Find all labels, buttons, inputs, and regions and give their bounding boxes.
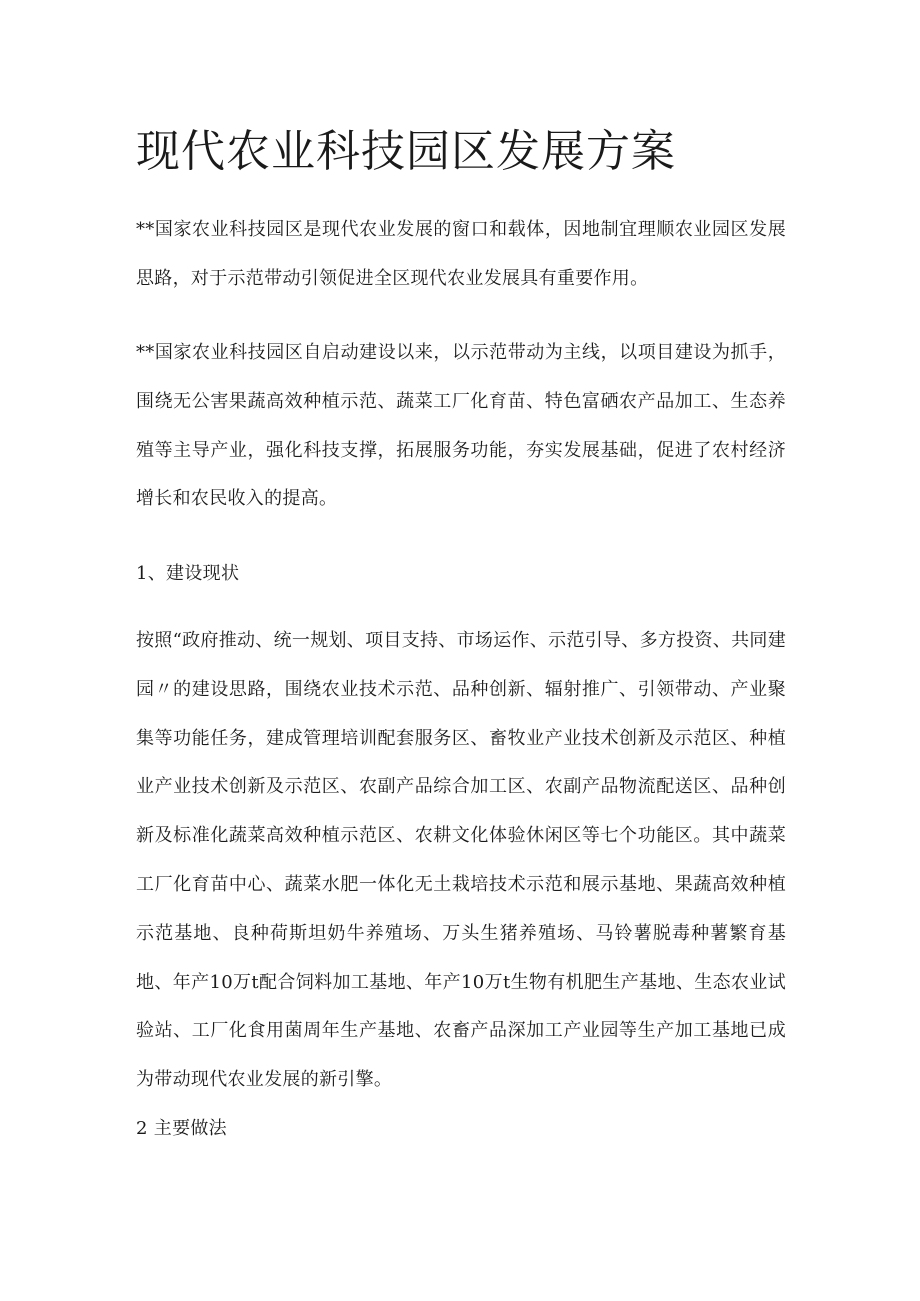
section-heading-construction-status: 1、建设现状 [136,563,240,584]
document-title: 现代农业科技园区发展方案 [136,126,676,177]
overview-paragraph: **国家农业科技园区自启动建设以来，以示范带动为主线，以项目建设为抓手，围绕无公害果蔬高效种植示范、蔬菜工厂化育苗、特色富硒农产品加工、生态养殖等主导产业，强化科技支撑，拓展服务功能，夯实发展基础，促进了农村经济增长和农民收入的提高。 [136,342,786,510]
construction-status-paragraph: 按照“政府推动、统一规划、项目支持、市场运作、示范引导、多方投资、共同建园〃的建设思路，围绕农业技术示范、品种创新、辐射推广、引领带动、产业聚集等功能任务，建成管理培训配套服务区、畜牧业产业技术创新及示范区、种植业产业技术创新及示范区、农副产品综合加工区、农副产品物流配送区、品种创新及标准化蔬菜高效种植示范区、农耕文化体验休闲区等七个功能区。其中蔬菜工厂化育苗中心、蔬菜水肥一体化无土栽培技术示范和展示基地、果蔬高效种植示范基地、良种荷斯坦奶牛养殖场、万头生猪养殖场、马铃薯脱毒种薯繁育基地、年产10万t配合饲料加工基地、年产10万t生物有机肥生产基地、生态农业试验站、工厂化食用菌周年生产基地、农畜产品深加工产业园等生产加工基地已成为带动现代农业发展的新引擎。 [136,630,786,1091]
section-heading-main-practices: 2 主要做法 [136,1118,227,1139]
intro-paragraph: **国家农业科技园区是现代农业发展的窗口和载体，因地制宜理顺农业园区发展思路，对于示范带动引领促进全区现代农业发展具有重要作用。 [136,219,786,289]
